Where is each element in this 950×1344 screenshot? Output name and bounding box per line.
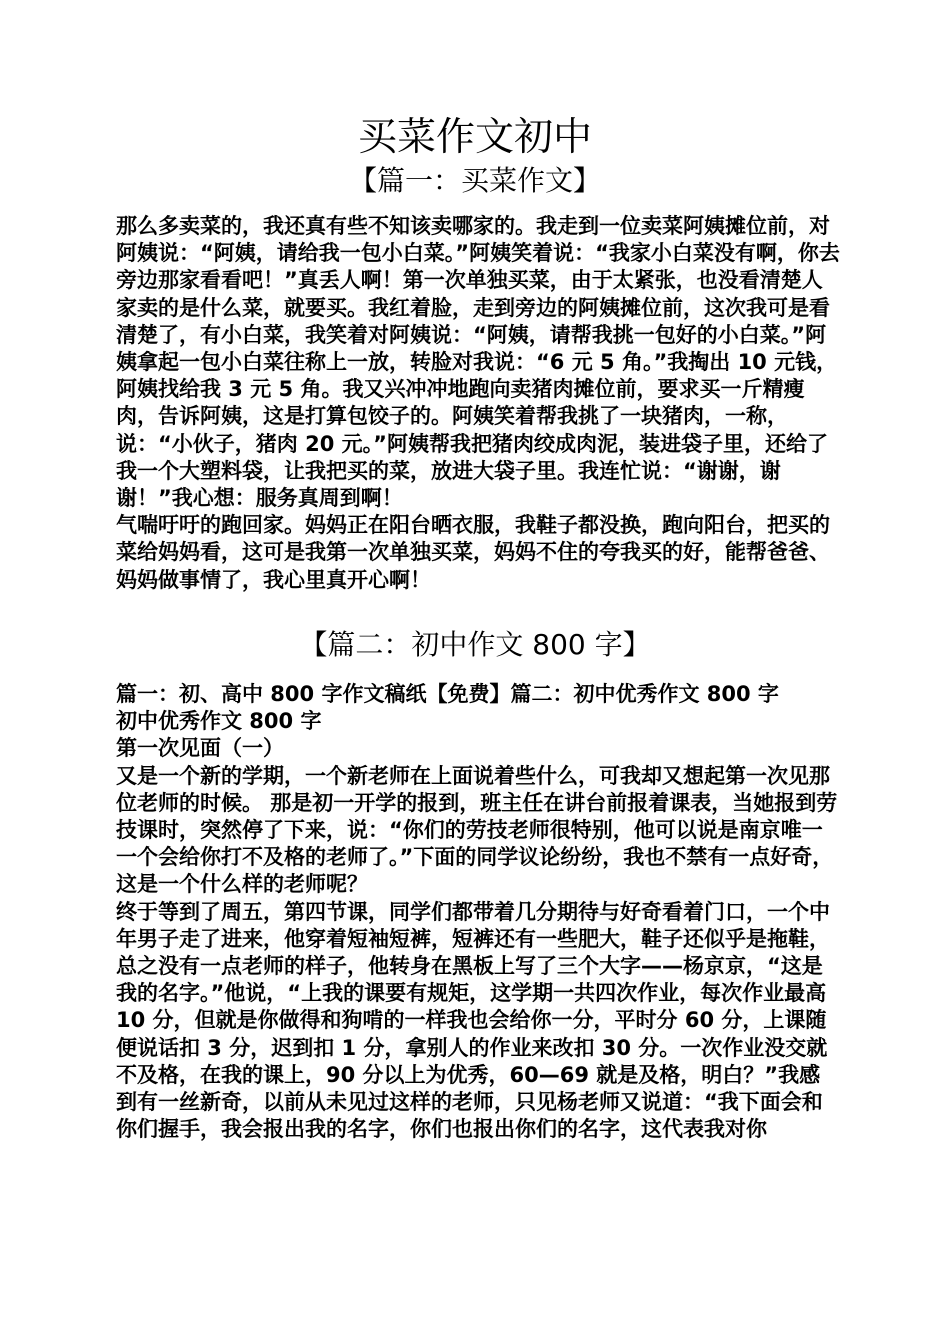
- section-2-body: [116, 681, 840, 1143]
- section-1-body: [116, 213, 840, 594]
- paragraph: 第一次见面（一）: [116, 736, 284, 761]
- paragraph: 又是一个新的学期，一个新老师在上面说着些什么，可我却又想起第一次见那位老师的时候。 那是初一开学的报到，班主任在讲台前报着课表，当她报到劳技课时，突然停了下来，说：“你们的劳技老师很特别，他可以说是南京唯一一个会给你打不及格的老师了。”下面的同学议论纷纷，我也不禁有一点好奇，这是一个什么样的老师呢？: [116, 763, 838, 897]
- paragraph: 那么多卖菜的，我还真有些不知该卖哪家的。我走到一位卖菜阿姨摊位前，对阿姨说：“阿姨，请给我一包小白菜。”阿姨笑着说：“我家小白菜没有啊，你去旁边那家看看吧！”真丢人啊！第一次单独买菜，由于太紧张，也没看清楚人家卖的是什么菜，就要买。我红着脸，走到旁边的阿姨摊位前，这次我可是看清楚了，有小白菜，我笑着对阿姨说：“阿姨，请帮我挑一包好的小白菜。”阿姨拿起一包小白菜往称上一放，转脸对我说：“6 元 5 角。”我掏出 10 元钱，阿姨找给我 3 元 5 角。我又兴冲冲地跑向卖猪肉摊位前，要求买一斤精瘦肉，告诉阿姨，这是打算包饺子的。阿姨笑着帮我挑了一块猪肉，一称，说：“小伙子，猪肉 20 元。”阿姨帮我把猪肉绞成肉泥，装进袋子里，还给了我一个大塑料袋，让我把买的菜，放进大袋子里。我连忙说：“谢谢，谢谢！”我心想：服务真周到啊！: [116, 214, 840, 511]
- paragraph: 篇一：初、高中 800 字作文稿纸【免费】篇二：初中优秀作文 800 字: [116, 682, 779, 706]
- paragraph: 初中优秀作文 800 字: [116, 709, 322, 734]
- paragraph: 气喘吁吁的跑回家。妈妈正在阳台晒衣服，我鞋子都没换，跑向阳台，把买的菜给妈妈看，这可是我第一次单独买菜，妈妈不住的夸我买的好，能帮爸爸、妈妈做事情了，我心里真开心啊！: [116, 513, 830, 592]
- section-heading-1: 【篇一：买菜作文】: [348, 164, 601, 197]
- section-heading-2: 【篇二：初中作文 800 字】: [299, 628, 651, 661]
- document-title: 买菜作文初中: [357, 115, 592, 160]
- paragraph: 终于等到了周五，第四节课，同学们都带着几分期待与好奇看着门口，一个中年男子走了进来，他穿着短袖短裤，短裤还有一些肥大，鞋子还似乎是拖鞋，总之没有一点老师的样子，他转身在黑板上写了三个大字——杨京京，“这是我的名字。”他说，“上我的课要有规矩，这学期一共四次作业，每次作业最高 10 分，但就是你做得和狗啃的一样我也会给你一分，平时分 60 分，上课随便说话扣 3 分，迟到扣 1 分，拿别人的作业来改扣 30 分。一次作业没交就不及格，在我的课上，90 分以上为优秀，60—69 就是及格，明白？”我感到有一丝新奇，以前从未见过这样的老师，只见杨老师又说道：“我下面会和你们握手，我会报出我的名字，你们也报出你们的名字，这代表我对你: [116, 899, 830, 1142]
